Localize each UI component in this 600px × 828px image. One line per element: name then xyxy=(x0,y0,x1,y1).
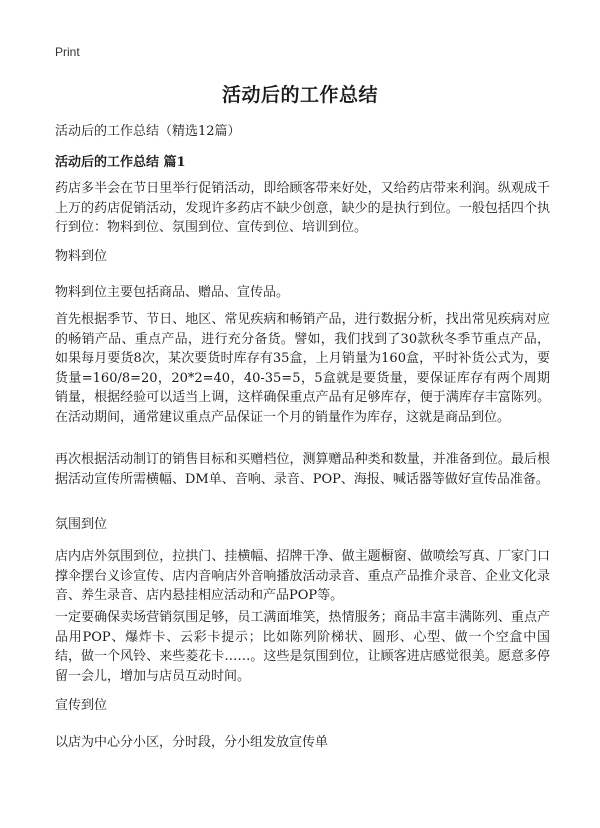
subheading-materials: 物料到位 xyxy=(55,249,108,264)
paragraph-promotion: 以店为中心分小区，分时段，分小组发放宣传单 xyxy=(55,735,329,750)
paragraph-stocking: 首先根据季节、节日、地区、常见疾病和畅销产品，进行数据分析，找出常见疾病对应的畅销产品、重点产品，进行充分备货。譬如，我们找到了30款秋冬季节重点产品，如果每月要货8次，某次要货时库存有35盒，上月销量为160盒，平时补货公式为，要货量=160/8=20，20*2=40，40-35=5，5盒就是要货量，要保证库存有两个周期销量，根据经验可以适当上调，这样确保重点产品有足够库存，便于满库存丰富陈列。在活动期间，通常建议重点产品保证一个月的销量作为库存，这就是商品到位。 xyxy=(55,312,550,425)
document-title: 活动后的工作总结 xyxy=(221,84,378,106)
section-heading: 活动后的工作总结 篇1 xyxy=(55,155,186,170)
subheading-promotion: 宣传到位 xyxy=(55,698,108,713)
paragraph-service-atmosphere: 一定要确保卖场营销氛围足够，员工满面堆笑，热情服务；商品丰富丰满陈列、重点产品用POP、爆炸卡、云彩卡提示；比如陈列阶梯状、圆形、心型、做一个空盒中国结，做一个风铃、来些菱花卡……。这些是氛围到位，让顾客进店感觉很美。愿意多停留一会儿，增加与店员互动时间。 xyxy=(55,610,550,684)
document-subtitle: 活动后的工作总结（精选12篇） xyxy=(55,124,241,139)
paragraph-materials-summary: 物料到位主要包括商品、赠品、宣传品。 xyxy=(55,285,290,300)
print-label[interactable]: Print xyxy=(55,45,80,59)
paragraph-store-atmosphere: 店内店外氛围到位，拉拱门、挂横幅、招牌干净、做主题橱窗、做喷绘写真、厂家门口撑伞摆台义诊宣传、店内音响店外音响播放活动录音、重点产品推介录音、企业文化录音、养生录音、店内悬挂相应活动和产品POP等。 xyxy=(55,549,550,603)
paragraph-intro: 药店多半会在节日里举行促销活动，即给顾客带来好处，又给药店带来利润。纵观成千上万的药店促销活动，发现许多药店不缺少创意，缺少的是执行到位。一般包括四个执行到位：物料到位、氛围到位、宣传到位、培训到位。 xyxy=(55,181,550,235)
paragraph-gifts: 再次根据活动制订的销售目标和买赠档位，测算赠品种类和数量，并准备到位。最后根据活动宣传所需横幅、DM单、音响、录音、POP、海报、喊话器等做好宣传品准备。 xyxy=(55,452,550,487)
subheading-atmosphere: 氛围到位 xyxy=(55,517,108,532)
